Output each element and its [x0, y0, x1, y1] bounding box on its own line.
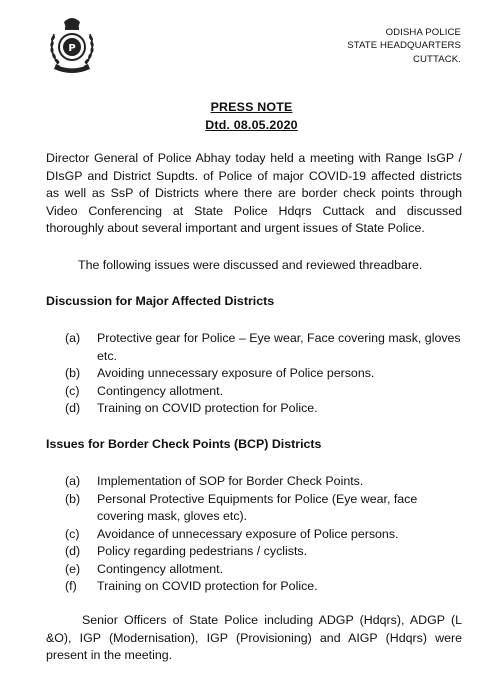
list-item-text: Contingency allotment. — [97, 383, 224, 398]
svg-text:P: P — [68, 43, 76, 54]
list-marker: (d) — [65, 544, 81, 558]
list-item-text: Personal Protective Equipments for Police (Eye wear, face covering mask, gloves etc). — [97, 491, 418, 523]
list-marker: (b) — [65, 491, 81, 506]
list-item — [65, 561, 465, 579]
list-item-text: Training on COVID protection for Police. — [97, 579, 318, 593]
section-heading-major-districts: Discussion for Major Affected Districts — [46, 294, 275, 308]
section-heading-bcp-districts: Issues for Border Check Points (BCP) Districts — [46, 437, 322, 451]
office-line-1: ODISHA POLICE — [385, 27, 461, 38]
list-item-text: Contingency allotment. — [97, 561, 224, 576]
bcp-districts-list — [65, 473, 465, 596]
odisha-police-emblem-icon — [44, 14, 100, 74]
list-item — [65, 526, 465, 544]
office-line-3: CUTTACK. — [412, 53, 461, 65]
press-note-date: Dtd. 08.05.2020 — [205, 118, 298, 132]
intro-paragraph: Director General of Police Abhay today held a meeting with Range IsGP / DIsGP and District Supdts. of Police of major COVID-19 affected districts as well as SsP of Districts where there are border check points through Video Conferencing at State Police Hdqrs Cuttack and discussed thoroughly about several important and urgent issues of State Police. — [46, 151, 462, 235]
list-item — [65, 578, 465, 596]
major-districts-list — [65, 330, 465, 418]
list-item — [65, 365, 465, 383]
list-marker: (a) — [65, 474, 81, 488]
list-item — [65, 491, 465, 526]
list-marker: (c) — [65, 383, 80, 398]
list-item — [65, 330, 465, 365]
list-item-text: Training on COVID protection for Police. — [97, 401, 318, 415]
list-item-text: Policy regarding pedestrians / cyclists. — [97, 544, 308, 558]
followup-paragraph: The following issues were discussed and reviewed threadbare. — [78, 258, 423, 272]
list-item — [65, 473, 465, 491]
list-item-text: Protective gear for Police – Eye wear, Face covering mask, gloves etc. — [97, 331, 461, 363]
list-item — [65, 543, 465, 561]
office-line-2: STATE HEADQUARTERS — [347, 40, 461, 52]
list-item-text: Implementation of SOP for Border Check Points. — [97, 474, 364, 488]
list-marker: (d) — [65, 401, 81, 415]
list-item-text: Avoidance of unnecessary exposure of Police persons. — [97, 526, 399, 541]
list-marker: (b) — [65, 366, 81, 380]
list-marker: (e) — [65, 561, 81, 576]
office-address — [301, 26, 461, 66]
list-item-text: Avoiding unnecessary exposure of Police persons. — [97, 366, 375, 380]
list-item — [65, 400, 465, 418]
list-marker: (c) — [65, 526, 80, 541]
list-item — [65, 383, 465, 401]
list-marker: (a) — [65, 331, 81, 345]
list-marker: (f) — [65, 579, 77, 593]
press-note-title: PRESS NOTE — [210, 100, 293, 114]
closing-paragraph: Senior Officers of State Police including ADGP (Hdqrs), ADGP (L &O), IGP (Modernisation), IGP (Provisioning) and AIGP (Hdqrs) were present in the meeting. — [46, 613, 462, 662]
